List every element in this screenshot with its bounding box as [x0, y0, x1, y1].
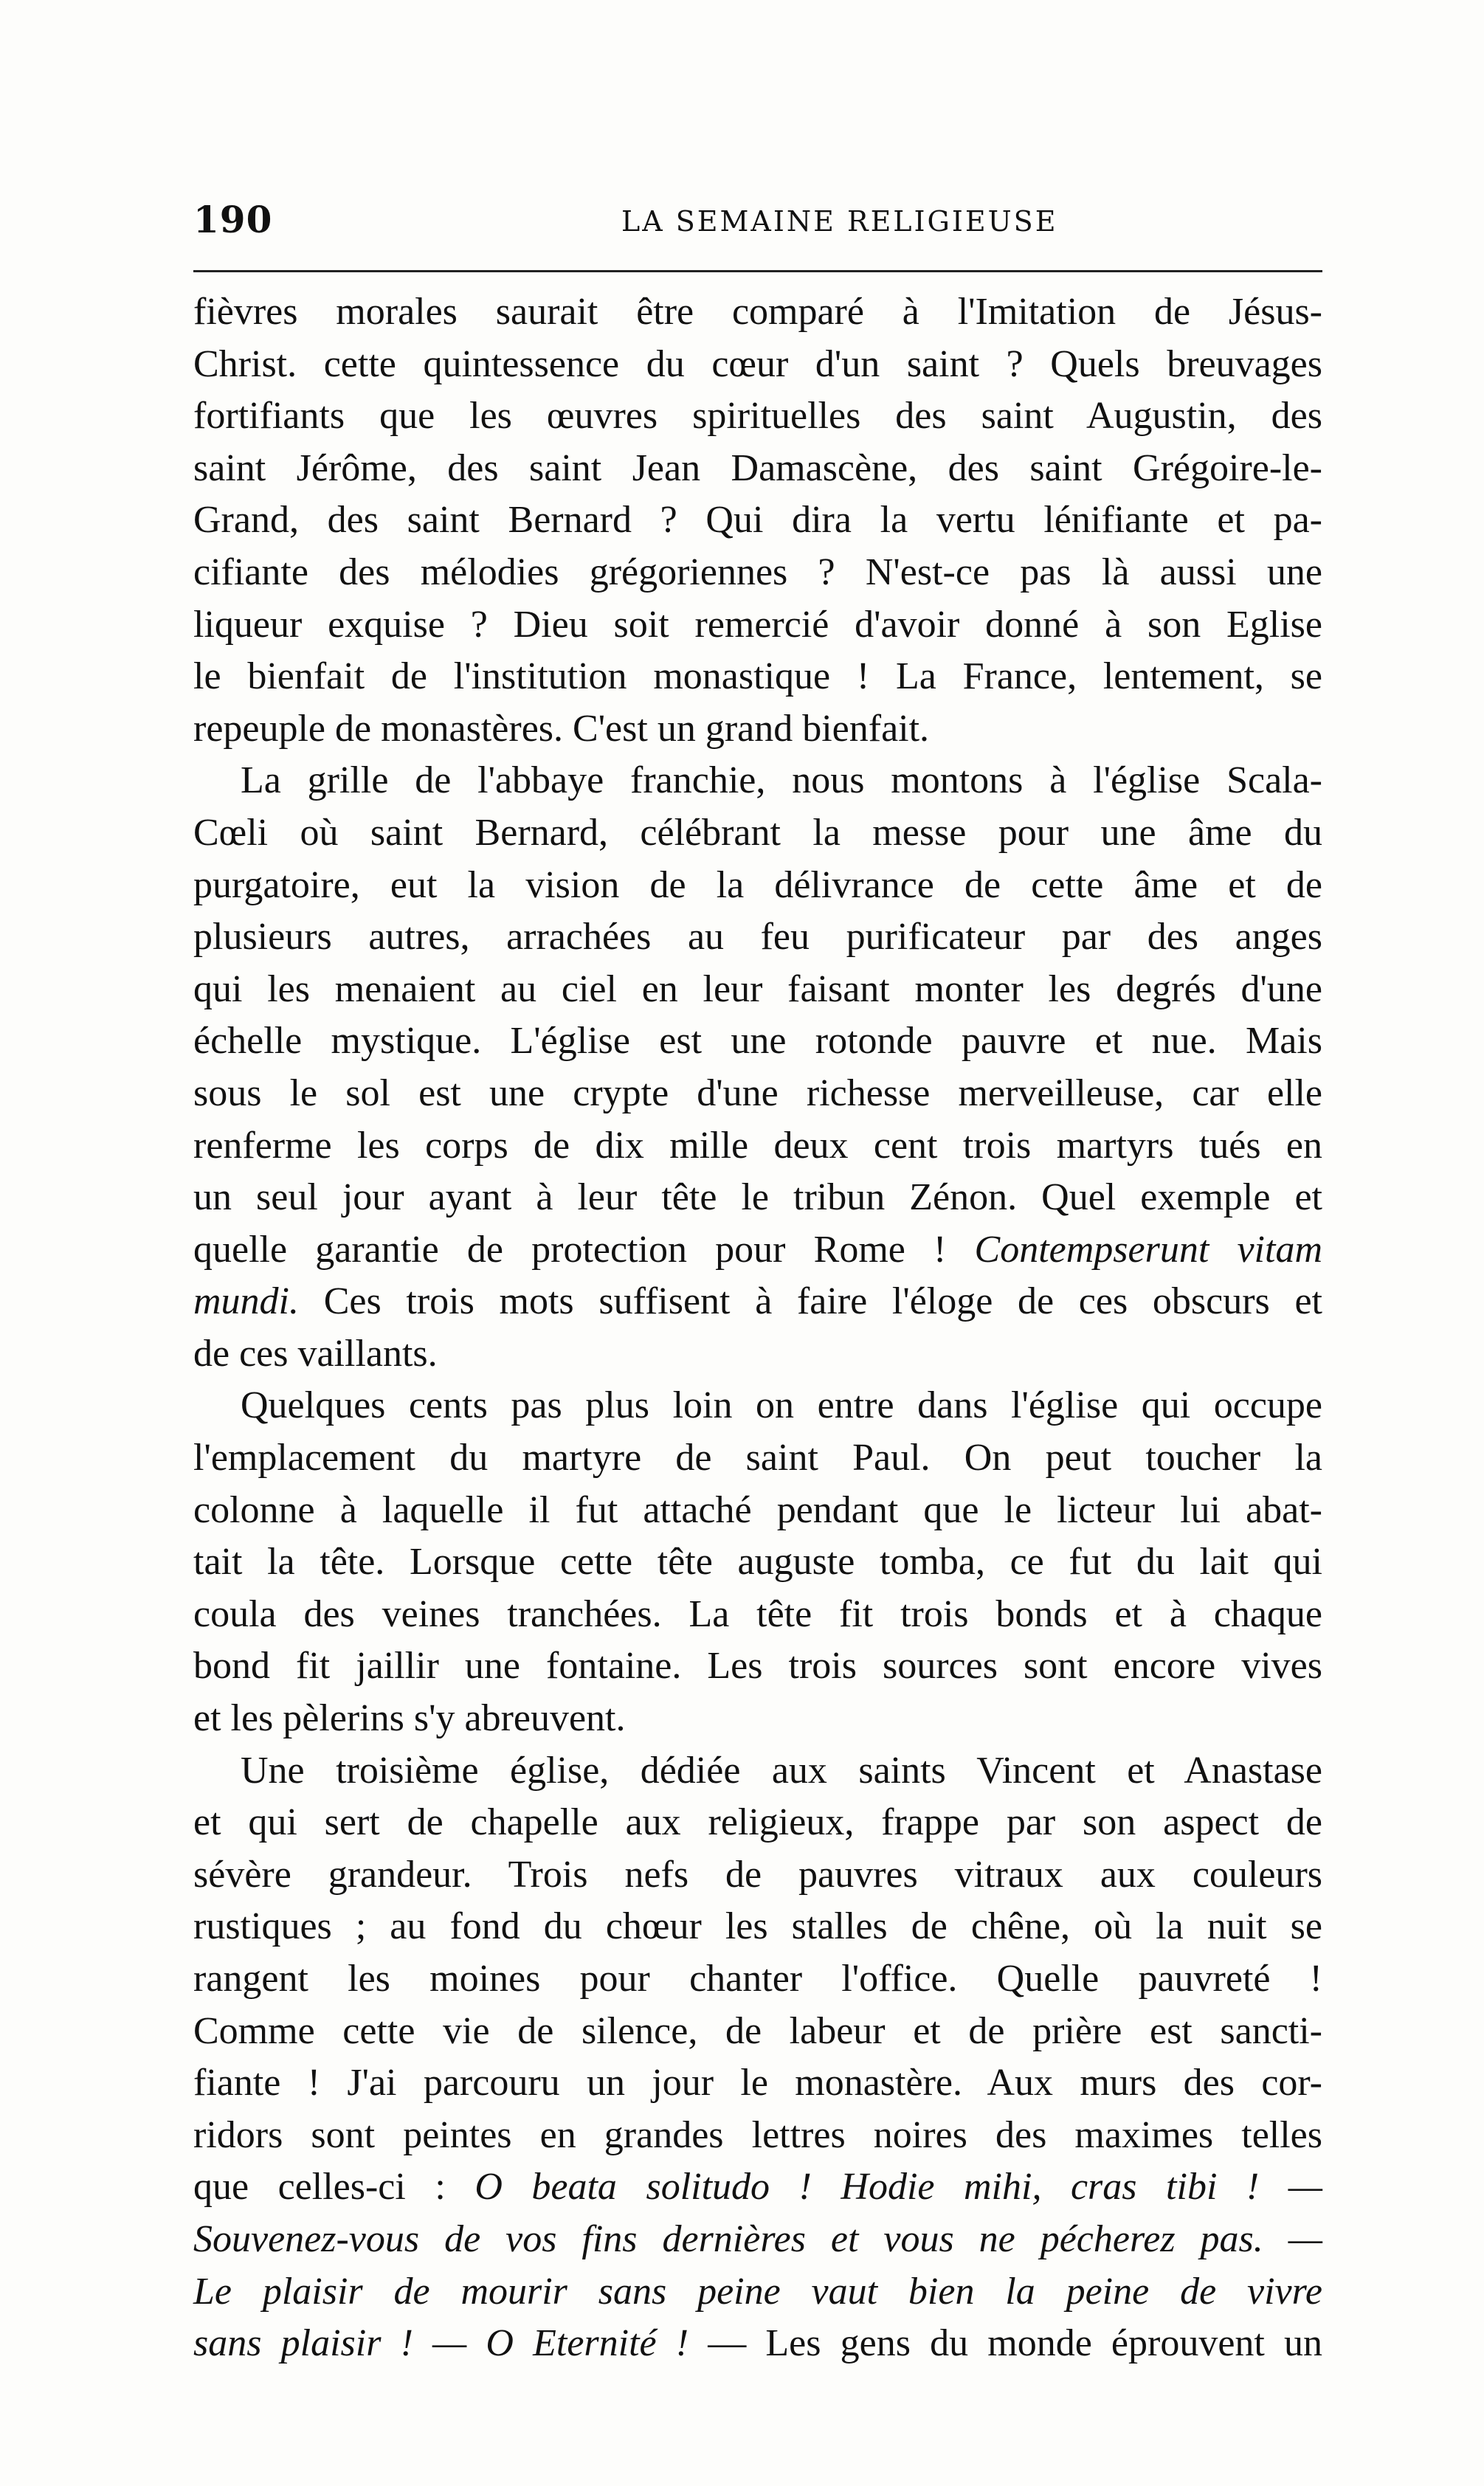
- text-line: fiante ! J'ai parcouru un jour le monastère. Aux murs des cor-: [193, 2062, 1322, 2105]
- text-line: rangent les moines pour chanter l'office. Quelle pauvreté !: [193, 1958, 1322, 2000]
- italic-segment: mundi.: [193, 1280, 299, 1323]
- text-line: et qui sert de chapelle aux religieux, frappe par son aspect de: [193, 1801, 1322, 1844]
- italic-segment: Le plaisir de mourir sans peine vaut bien la peine de vivre: [193, 2270, 1322, 2313]
- text-line: coula des veines tranchées. La tête fit trois bonds et à chaque: [193, 1592, 1322, 1635]
- page-number: 190: [193, 198, 273, 241]
- text-line: [193, 2161, 1322, 2214]
- text-line: La grille de l'abbaye franchie, nous montons à l'église Scala-: [241, 759, 1322, 802]
- text-line: qui les menaient au ciel en leur faisant monter les degrés d'une: [193, 967, 1322, 1010]
- body-text: [193, 286, 1322, 2370]
- text-line: ridors sont peintes en grandes lettres noires des maximes telles: [193, 2113, 1322, 2156]
- text-segment: — Les gens du monde éprouvent un: [688, 2322, 1322, 2365]
- text-line: saint Jérôme, des saint Jean Damascène, des saint Grégoire-le-: [193, 446, 1322, 489]
- text-line: renferme les corps de dix mille deux cent trois martyrs tués en: [193, 1124, 1322, 1167]
- text-line: [193, 2266, 1322, 2318]
- text-line: le bienfait de l'institution monastique ! La France, lentement, se: [193, 655, 1322, 698]
- text-line: repeuple de monastères. C'est un grand bienfait.: [193, 707, 930, 750]
- text-line: tait la tête. Lorsque cette tête auguste tomba, ce fut du lait qui: [193, 1541, 1322, 1584]
- text-line: purgatoire, eut la vision de la délivrance de cette âme et de: [193, 863, 1322, 906]
- page-header: [193, 198, 1322, 257]
- italic-segment: O beata solitudo ! Hodie mihi, cras tibi ! —: [474, 2166, 1322, 2209]
- text-line: liqueur exquise ? Dieu soit remercié d'avoir donné à son Eglise: [193, 603, 1322, 646]
- text-line: Grand, des saint Bernard ? Qui dira la vertu lénifiante et pa-: [193, 499, 1322, 542]
- text-line: sévère grandeur. Trois nefs de pauvres vitraux aux couleurs: [193, 1853, 1322, 1896]
- text-line: l'emplacement du martyre de saint Paul. On peut toucher la: [193, 1437, 1322, 1479]
- text-line: sous le sol est une crypte d'une richesse merveilleuse, car elle: [193, 1071, 1322, 1114]
- text-segment: Ces trois mots suffisent à faire l'éloge de ces obscurs et: [299, 1280, 1322, 1323]
- text-line: Une troisième église, dédiée aux saints Vincent et Anastase: [241, 1749, 1322, 1792]
- text-line: fortifiants que les œuvres spirituelles des saint Augustin, des: [193, 395, 1322, 438]
- text-line: [193, 2214, 1322, 2266]
- text-line: cifiante des mélodies grégoriennes ? N'est-ce pas là aussi une: [193, 550, 1322, 593]
- header-rule: [193, 270, 1322, 272]
- text-line: et les pèlerins s'y abreuvent.: [193, 1697, 626, 1740]
- text-line: de ces vaillants.: [193, 1332, 438, 1375]
- text-segment: quelle garantie de protection pour Rome !: [193, 1228, 975, 1271]
- italic-segment: Souvenez-vous de vos fins dernières et vous ne pécherez pas. —: [193, 2217, 1322, 2260]
- text-line: un seul jour ayant à leur tête le tribun Zénon. Quel exemple et: [193, 1176, 1322, 1219]
- italic-segment: Contempserunt vitam: [974, 1228, 1323, 1271]
- text-line: rustiques ; au fond du chœur les stalles de chêne, où la nuit se: [193, 1905, 1322, 1948]
- text-line: Comme cette vie de silence, de labeur et de prière est sancti-: [193, 2009, 1322, 2052]
- running-title: LA SEMAINE RELIGIEUSE: [621, 205, 1058, 238]
- text-line: [193, 2318, 1322, 2370]
- text-line: fièvres morales saurait être comparé à l'Imitation de Jésus-: [193, 291, 1322, 333]
- text-line: Christ. cette quintessence du cœur d'un saint ? Quels breuvages: [193, 342, 1322, 385]
- text-line: plusieurs autres, arrachées au feu purificateur par des anges: [193, 916, 1322, 959]
- text-line: bond fit jaillir une fontaine. Les trois sources sont encore vives: [193, 1645, 1322, 1688]
- text-line: [193, 1224, 1322, 1277]
- text-line: Quelques cents pas plus loin on entre dans l'église qui occupe: [241, 1384, 1322, 1427]
- text-line: échelle mystique. L'église est une rotonde pauvre et nue. Mais: [193, 1020, 1322, 1063]
- text-segment: que celles-ci :: [193, 2166, 475, 2209]
- text-line: [193, 1276, 1322, 1328]
- text-line: Cœli où saint Bernard, célébrant la messe pour une âme du: [193, 811, 1322, 854]
- italic-segment: sans plaisir ! — O Eternité !: [193, 2322, 689, 2365]
- text-line: colonne à laquelle il fut attaché pendant que le licteur lui abat-: [193, 1488, 1322, 1531]
